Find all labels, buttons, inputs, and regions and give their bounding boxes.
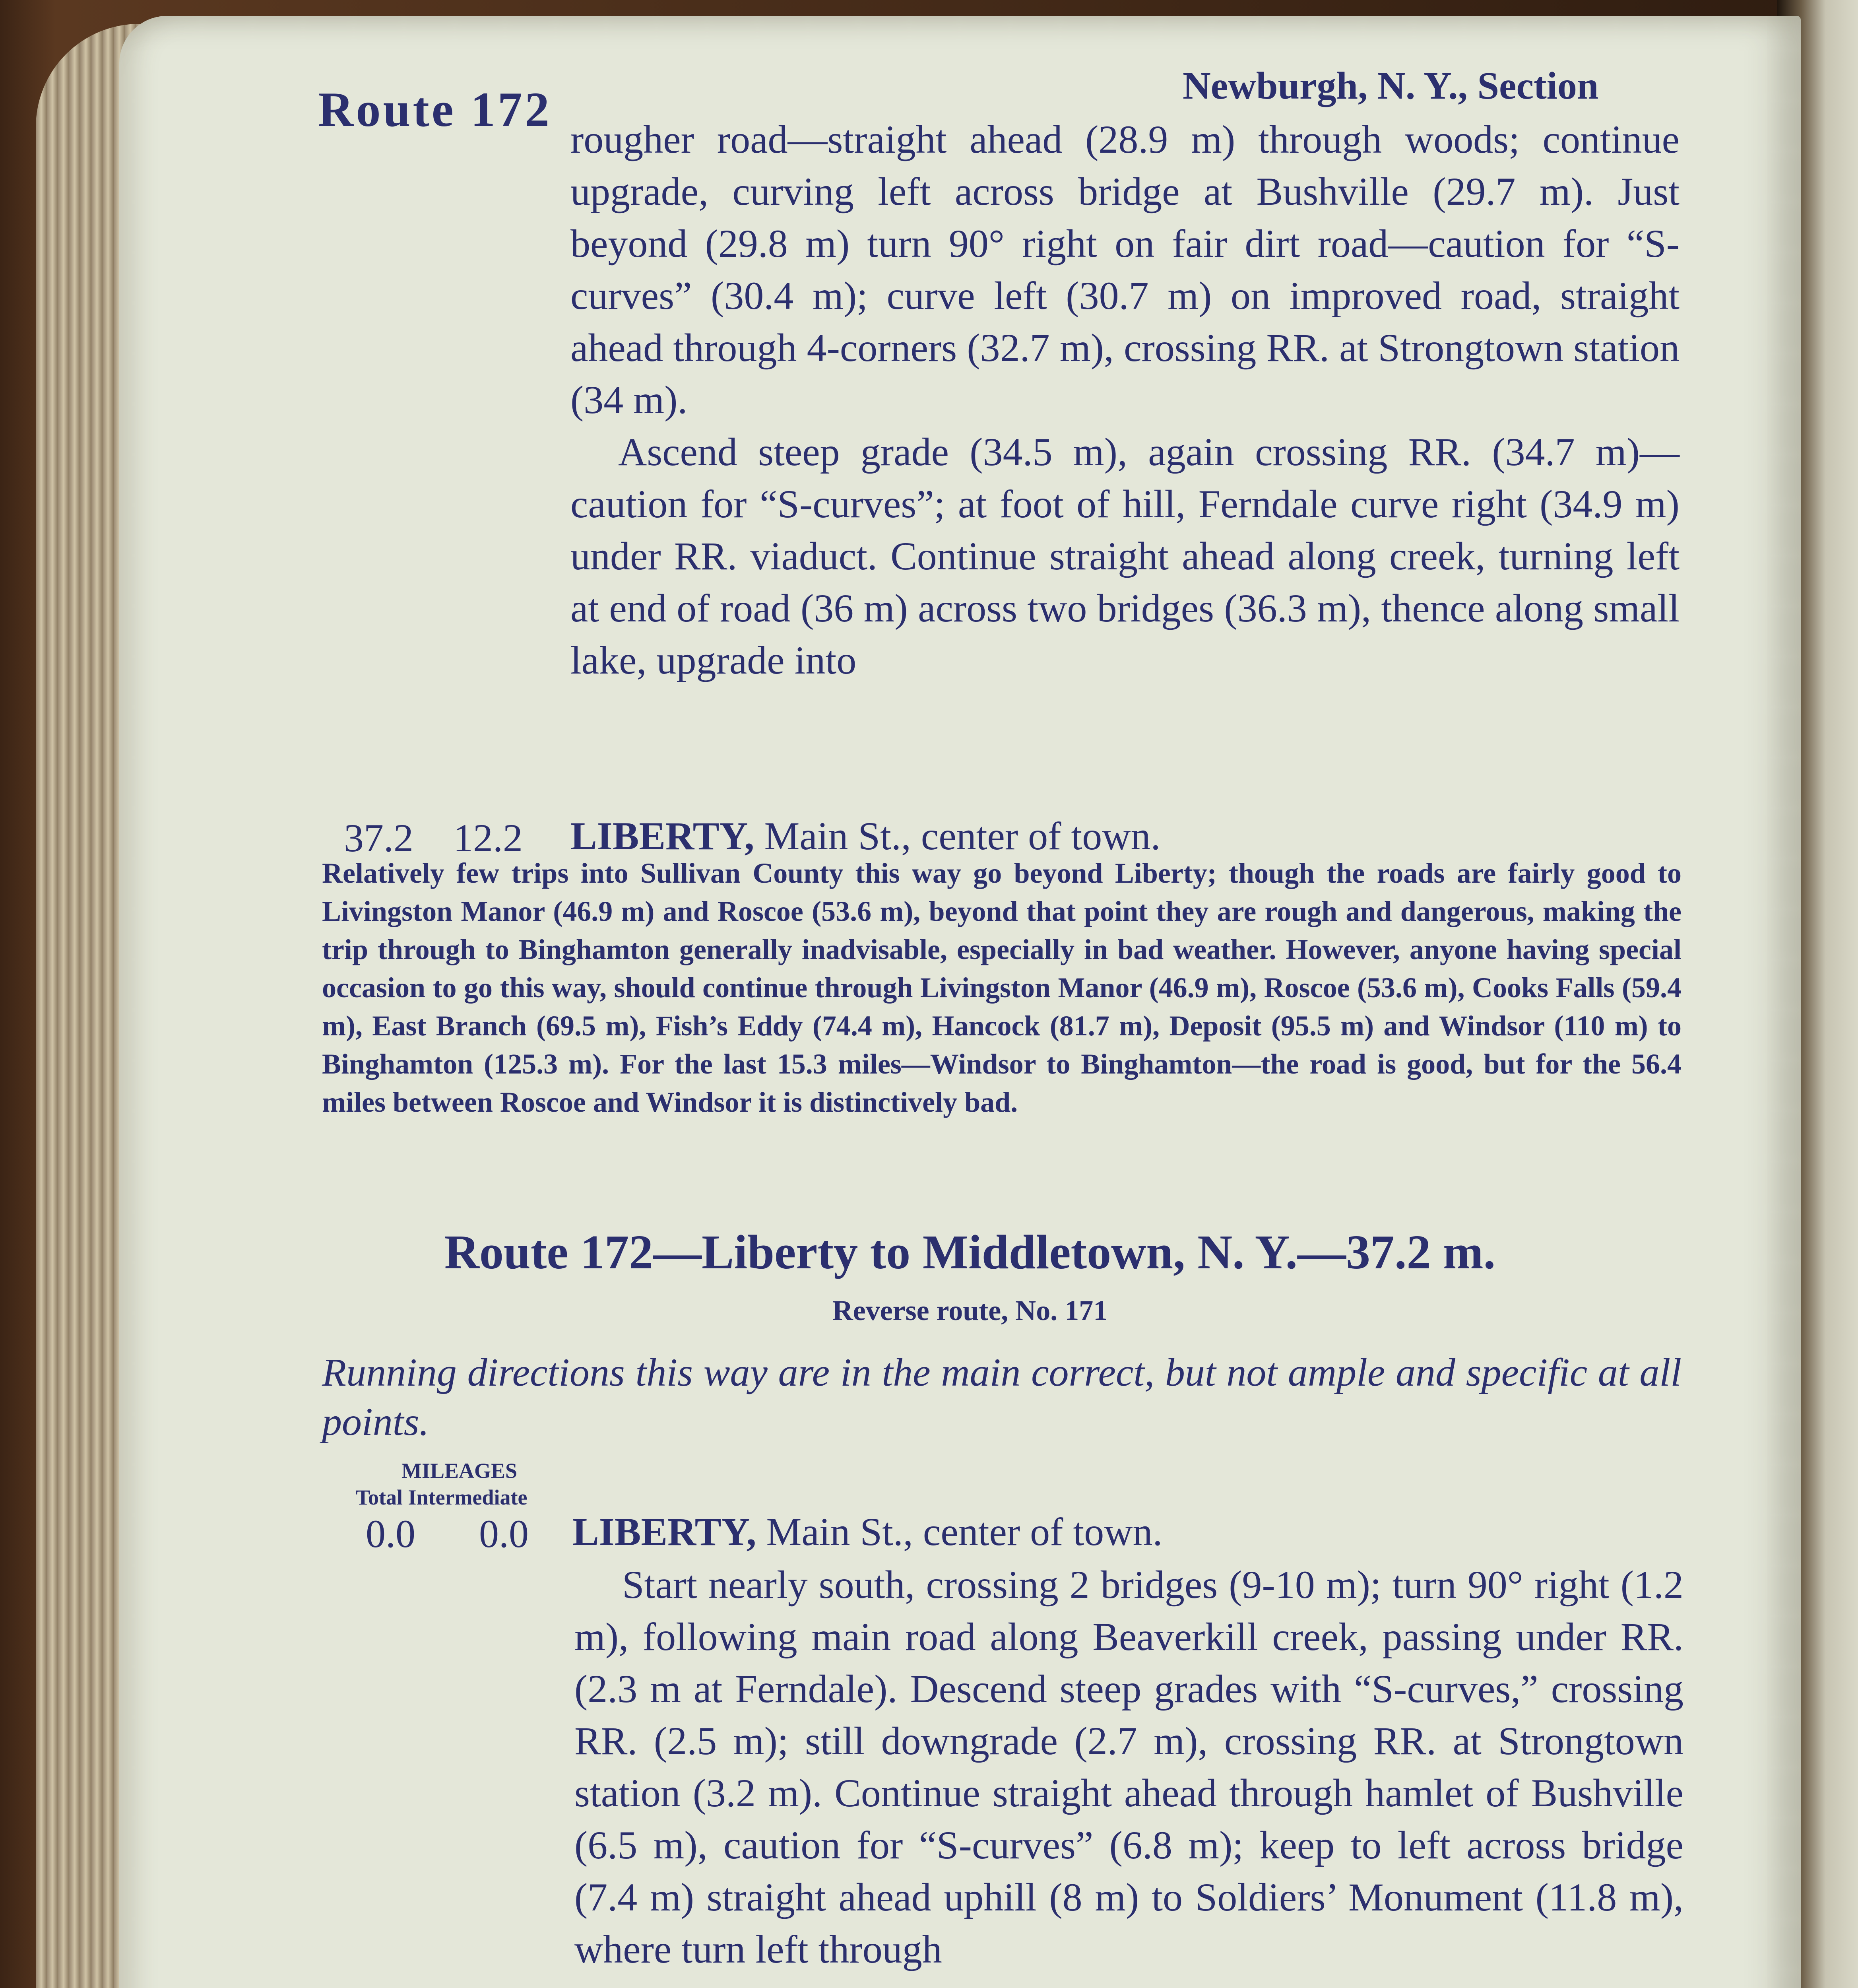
liberty-directions-text: Start nearly south, crossing 2 bridges (9-10 m); turn 90° right (1.2 m), following main road along Beaverkill creek, passing under RR. (2.3 m at Ferndale). Descend steep grades with “S-curves,” crossing RR. (2.5 m); still downgrade (2.7 m), crossing RR. at Strongtown station (3.2 m). Continue straight ahead through hamlet of Bushville (6.5 m), caution for “S-curves” (6.8 m); keep to left across bridge (7.4 m) straight ahead uphill (8 m) to Soldiers’ Monument (11.8 m), where turn left through (574, 1563, 1683, 1971)
mileage-total: 37.2 (344, 816, 413, 860)
liberty-directions (574, 1559, 1683, 1975)
place-name: LIBERTY, (572, 1510, 756, 1554)
reverse-route: Reverse route, No. 171 (832, 1295, 1108, 1326)
mileages-label: MILEAGES (401, 1459, 518, 1483)
running-head-section: Newburgh, N. Y., Section (1183, 64, 1599, 107)
mileage-intermediate: 0.0 (479, 1512, 529, 1556)
place-entry (572, 1509, 1162, 1555)
mileage-intermediate: 12.2 (453, 816, 523, 860)
place-entry (570, 813, 1160, 859)
running-directions-note: Running directions this way are in the main correct, but not ample and specific at all points. (322, 1350, 1682, 1444)
sullivan-county-note: Relatively few trips into Sullivan County this way go beyond Liberty; though the roads are fairly good to Livingston Manor (46.9 m) and Roscoe (53.6 m), beyond that point they are rough and dangerous, making the trip through to Binghamton generally inadvisable, especially in bad weather. However, anyone having special occasion to go this way, should continue through Livingston Manor (46.9 m), Roscoe (53.6 m), Cooks Falls (59.4 m), East Branch (69.5 m), Fish’s Eddy (74.4 m), Hancock (81.7 m), Deposit (95.5 m) and Windsor (110 m) to Binghamton (125.3 m). For the last 15.3 miles—Windsor to Binghamton—the road is good, but for the 56.4 miles between Roscoe and Windsor it is distinctively bad. (322, 857, 1682, 1118)
route-title: Route 172—Liberty to Middletown, N. Y.—37.2 m. (444, 1225, 1496, 1279)
running-head-route: Route 172 (318, 82, 552, 137)
top-directions (570, 113, 1680, 686)
place-detail: Main St., center of town. (766, 1510, 1163, 1554)
mileages-columns: Total Intermediate (356, 1485, 528, 1509)
place-detail: Main St., center of town. (764, 814, 1161, 858)
top-para-2: Ascend steep grade (34.5 m), again crossing RR. (34.7 m)—caution for “S-curves”; at foot of hill, Ferndale curve right (34.9 m) under RR. viaduct. Continue straight ahead along creek, turning left at end of road (36 m) across two bridges (36.3 m), thence along small lake, upgrade into (570, 430, 1680, 682)
top-para-1: rougher road—straight ahead (28.9 m) through woods; continue upgrade, curving left across bridge at Bushville (29.7 m). Just beyond (29.8 m) turn 90° right on fair dirt road—caution for “S-curves” (30.4 m); curve left (30.7 m) on improved road, straight ahead through 4-corners (32.7 m), crossing RR. at Strongtown station (34 m). (570, 117, 1680, 422)
place-name: LIBERTY, (570, 814, 754, 858)
mileage-total: 0.0 (366, 1512, 415, 1556)
